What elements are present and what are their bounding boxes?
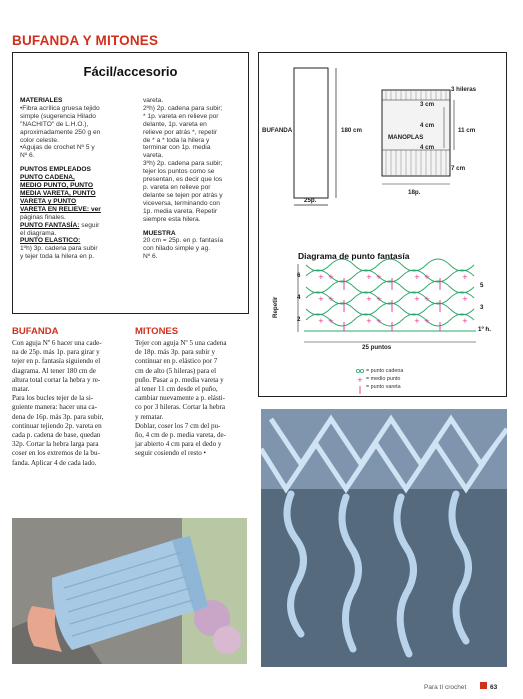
puntos-line: PUNTO CADENA, bbox=[20, 174, 75, 182]
svg-text:+: + bbox=[366, 273, 372, 281]
puntos-line: MEDIA VARETA, PUNTO bbox=[20, 189, 96, 197]
mitones-line: de 18p. más 3p. para subir y bbox=[135, 348, 215, 357]
instruction-line: presentan, es decir que los bbox=[143, 176, 223, 184]
row-label-5: 5 bbox=[480, 282, 484, 289]
bufanda-line: dena de 16p. más 3p. para subir, bbox=[12, 412, 104, 421]
muestra-line: 20 cm = 25p. en p. fantasía bbox=[143, 237, 224, 245]
bufanda-line: continuar tejiendo 2p. vareta en bbox=[12, 421, 102, 430]
svg-text:+: + bbox=[366, 295, 372, 303]
instruction-line: 2ºh) 2p. cadena para subir; bbox=[143, 104, 223, 112]
svg-text:+: + bbox=[462, 317, 468, 325]
instruction-line: tejer los puntos como se bbox=[143, 168, 215, 176]
legend-medio: = medio punto bbox=[366, 376, 401, 382]
mitones-line: cambiar nuevamente a p. elásti- bbox=[135, 394, 226, 403]
puntos-line: MEDIO PUNTO, PUNTO bbox=[20, 182, 94, 190]
elastico-label: PUNTO ELASTICO: bbox=[20, 237, 81, 245]
instruction-line: 3ºh) 2p. cadena para subir; bbox=[143, 160, 223, 168]
mitten-illustration bbox=[12, 518, 247, 664]
bufanda-line: guiente manera: hacer una ca- bbox=[12, 403, 98, 412]
materials-right-column bbox=[143, 97, 247, 261]
svg-text:+: + bbox=[328, 295, 334, 303]
svg-text:+: + bbox=[424, 295, 430, 303]
bufanda-line: coser en los extremos de la bu- bbox=[12, 449, 100, 458]
page-number: 63 bbox=[490, 684, 498, 691]
footer-magazine: Para tí crochet bbox=[424, 684, 467, 691]
bufanda-line: na de 25p. más 1p. para girar y bbox=[12, 348, 100, 357]
cm4-low-label: 4 cm bbox=[420, 144, 435, 151]
mitones-line: Tejer con aguja Nº 5 una cadena bbox=[135, 339, 227, 347]
bufanda-line: diagrama. Al tener 180 cm de bbox=[12, 366, 96, 375]
materiales-line: •Fibra acrílica gruesa tejido bbox=[20, 104, 100, 112]
row-label-6: 6 bbox=[297, 272, 301, 279]
legend-cadena: = punto cadena bbox=[366, 368, 404, 374]
svg-text:+: + bbox=[424, 317, 430, 325]
puntos-line: VARETA EN RELIEVE: ver bbox=[20, 205, 101, 213]
row-label-1: 1º h. bbox=[478, 326, 491, 333]
bufanda-line: fanda. Aplicar 4 de cada lado. bbox=[12, 458, 97, 467]
bufanda-line: altura total cortar la hebra y re- bbox=[12, 375, 101, 384]
mitones-line: co por 3 hileras. Cortar la hebra bbox=[135, 403, 226, 412]
muestra-title: MUESTRA bbox=[143, 229, 176, 237]
svg-text:+: + bbox=[318, 317, 324, 325]
bufanda-line: Con aguja Nº 6 hacer una cade- bbox=[12, 339, 102, 347]
instruction-line: vareta. bbox=[143, 152, 164, 160]
difficulty-heading: Fácil/accesorio bbox=[83, 64, 178, 79]
svg-text:+: + bbox=[462, 295, 468, 303]
instruction-line: terminar con 1p. media bbox=[143, 144, 211, 152]
puntos-line: VARETA y PUNTO bbox=[20, 197, 77, 205]
repetir-label: Repetir bbox=[272, 296, 279, 318]
bufanda-width: 25p. bbox=[304, 197, 317, 204]
row-label-3: 3 bbox=[480, 304, 484, 311]
svg-text:+: + bbox=[414, 273, 420, 281]
mitones-line: al tener 11 cm desde el puño, bbox=[135, 385, 218, 394]
bufanda-line: tejer en p. fantasía siguiendo el bbox=[12, 357, 101, 366]
materials-left-column bbox=[20, 97, 138, 261]
materiales-title: MATERIALES bbox=[20, 97, 63, 104]
materiales-line: •Agujas de crochet Nº 5 y bbox=[20, 144, 95, 152]
fantasia-diagram-title: Diagrama de punto fantasía bbox=[298, 251, 410, 261]
elastico-continuation bbox=[143, 97, 247, 224]
manoplas-label: MANOPLAS bbox=[388, 134, 424, 141]
materiales-line: aproximadamente 250 g en bbox=[20, 128, 101, 136]
instruction-line: viceversa, terminando con bbox=[143, 199, 220, 207]
mitones-line: y rematar. bbox=[135, 412, 164, 421]
mitones-line: ño, 4 cm de p. media vareta, de- bbox=[135, 431, 226, 440]
cm7-label: 7 cm bbox=[451, 165, 466, 172]
instruction-line: * 1p. vareta en relieve por bbox=[143, 112, 219, 120]
instruction-line: p. vareta en relieve por bbox=[143, 183, 211, 191]
row-label-4: 4 bbox=[297, 294, 301, 301]
instruction-line: relieve por atrás *, repetir bbox=[143, 128, 218, 136]
puntos-label: 25 puntos bbox=[362, 344, 392, 351]
page-title: BUFANDA Y MITONES bbox=[12, 33, 159, 48]
mitones-line: jar abierto 4 cm para el dedo y bbox=[135, 440, 222, 449]
elastico-line: y tejer toda la hilera en p. bbox=[20, 253, 95, 261]
bufanda-height: 180 cm bbox=[341, 127, 362, 134]
materiales-line: simple (sugerencia Hilado bbox=[20, 112, 96, 120]
instruction-line: delante se tejen por atrás y bbox=[143, 191, 223, 199]
bufanda-instructions bbox=[12, 339, 132, 468]
scarf-photo bbox=[261, 409, 507, 667]
svg-text:+: + bbox=[376, 273, 382, 281]
legend-vareta: = punto vareta bbox=[366, 384, 401, 390]
svg-text:+: + bbox=[366, 317, 372, 325]
row-label-2: 2 bbox=[297, 316, 301, 323]
mitones-line: cm de alto (5 hileras) para el bbox=[135, 366, 217, 375]
bufanda-line: matar. bbox=[12, 385, 30, 394]
mitones-line: Doblar, coser los 7 cm del pu- bbox=[135, 421, 221, 430]
puntos-list bbox=[20, 174, 138, 214]
bufanda-heading: BUFANDA bbox=[12, 326, 59, 337]
fantasia-label: PUNTO FANTASÍA: bbox=[20, 221, 80, 229]
legend-medio-mark: + bbox=[357, 376, 363, 384]
hileras-label: 3 hileras bbox=[451, 86, 477, 93]
svg-text:+: + bbox=[462, 273, 468, 281]
svg-text:+: + bbox=[376, 317, 382, 325]
mitones-instructions bbox=[135, 339, 253, 459]
bufanda-label: BUFANDA bbox=[262, 127, 293, 134]
mitones-line: seguir cosiendo el resto • bbox=[135, 449, 207, 458]
materiales-line: Nº 6. bbox=[20, 152, 35, 160]
cm4-mid-label: 4 cm bbox=[420, 122, 435, 129]
muestra-text bbox=[143, 237, 247, 261]
instruction-line: delante, 1p. vareta en bbox=[143, 120, 207, 128]
bufanda-line: 32p. Cortar la hebra larga para bbox=[12, 440, 99, 449]
svg-text:+: + bbox=[328, 317, 334, 325]
svg-text:+: + bbox=[376, 295, 382, 303]
fantasia-text: seguir bbox=[79, 221, 100, 229]
materiales-text bbox=[20, 105, 138, 160]
cm3-label: 3 cm bbox=[420, 101, 435, 108]
muestra-line: Nº 6. bbox=[143, 253, 158, 261]
materiales-line: color celeste. bbox=[20, 136, 59, 144]
fantasia-text-2: el diagrama. bbox=[20, 229, 57, 237]
puntos-ref: páginas finales. bbox=[20, 213, 66, 221]
instruction-line: vareta. bbox=[143, 97, 164, 104]
svg-text:+: + bbox=[414, 317, 420, 325]
instruction-line: 1p. media vareta. Repetir bbox=[143, 207, 218, 215]
manoplas-width: 18p. bbox=[408, 189, 421, 196]
svg-text:+: + bbox=[414, 295, 420, 303]
elastico-line: 1ºh) 3p. cadena para subir bbox=[20, 245, 98, 253]
instruction-line: de * a * toda la hilera y bbox=[143, 136, 210, 144]
bufanda-line: Para los bucles tejer de la si- bbox=[12, 394, 94, 403]
elastico-text bbox=[20, 245, 138, 261]
mitones-line: continuar en p. elástico por 7 bbox=[135, 357, 218, 366]
legend-cadena-mark bbox=[356, 369, 359, 372]
muestra-line: con hilado simple y ag. bbox=[143, 245, 211, 253]
puntos-title: PUNTOS EMPLEADOS bbox=[20, 166, 91, 174]
svg-text:+: + bbox=[318, 295, 324, 303]
svg-text:+: + bbox=[318, 273, 324, 281]
cm11-label: 11 cm bbox=[458, 127, 476, 134]
mitones-heading: MITONES bbox=[135, 326, 179, 337]
svg-text:+: + bbox=[328, 273, 334, 281]
bufanda-rectangle bbox=[294, 68, 328, 198]
bufanda-line: cada p. cadena de base, quedan bbox=[12, 431, 101, 440]
scarf-illustration bbox=[261, 409, 507, 667]
materiales-line: "NACHITO" de L.H.O.), bbox=[20, 120, 89, 128]
instruction-line: siempre esta hilera. bbox=[143, 215, 201, 223]
mitten-photo bbox=[12, 518, 247, 664]
footer-bullet bbox=[480, 682, 487, 689]
svg-text:+: + bbox=[424, 273, 430, 281]
mitones-line: puño. Pasar a p. media vareta y bbox=[135, 375, 224, 384]
